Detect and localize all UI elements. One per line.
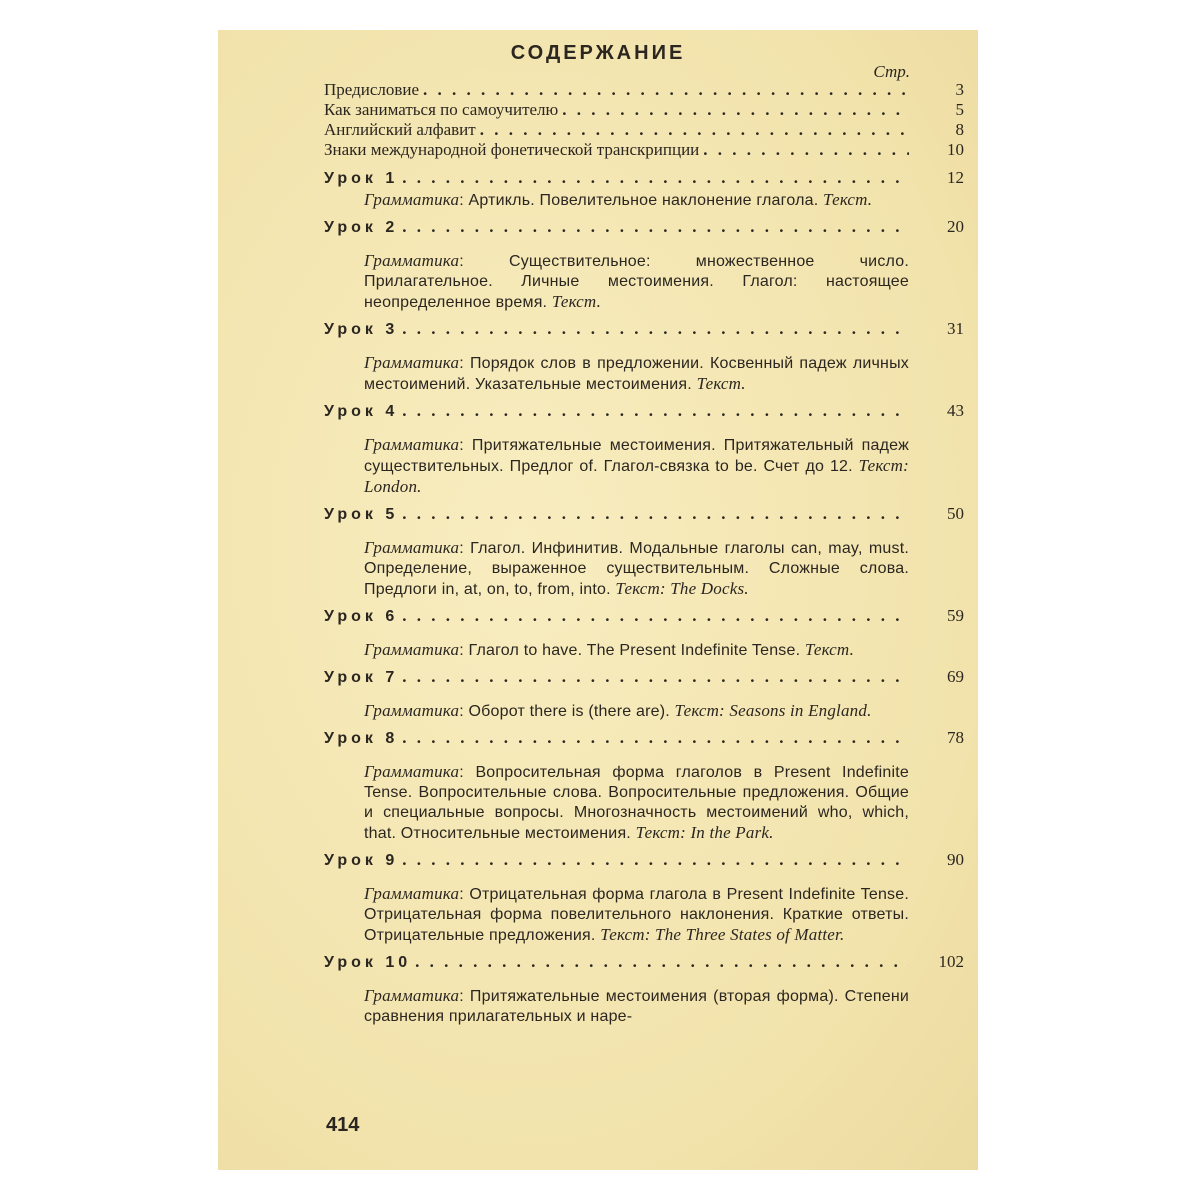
lesson-description: Грамматика: Вопросительная форма глаголов в Present Indefinite Tense. Вопросительные слова. Вопросительные предложения. Общие и специальные вопросы. Многозначность местоимений who, which, that. Относительные местоимения. Текст: In the Park.: [364, 762, 909, 842]
lesson-description: Грамматика: Глагол. Инфинитив. Модальные глаголы can, may, must. Определение, выраженное существительным. Сложные слова. Предлоги in, at, on, to, from, into. Текст: The Docks.: [364, 538, 909, 598]
toc-line: [324, 217, 909, 237]
grammar-label: Грамматика: [364, 435, 460, 454]
toc-line: [324, 100, 909, 120]
entry-page-number: 43: [947, 401, 964, 420]
lesson-title: Урок 3: [324, 321, 399, 338]
grammar-label: Грамматика: [364, 986, 460, 1005]
toc-entry: [324, 401, 964, 421]
toc-line: [324, 140, 909, 160]
entry-page-number: 10: [947, 140, 964, 159]
text-reference: Текст: Seasons in England.: [674, 701, 872, 720]
toc-entry: [324, 728, 964, 748]
toc-line: [324, 401, 909, 421]
toc-line: [324, 728, 909, 748]
toc-entry: [324, 217, 964, 237]
entry-page-number: 12: [947, 168, 964, 187]
grammar-topics: Глагол to have. The Present Indefinite Tense.: [468, 642, 801, 659]
grammar-label: Грамматика: [364, 190, 460, 209]
lesson-entry: [324, 319, 964, 395]
leader-dots: [402, 728, 909, 748]
grammar-topics: Оборот there is (there are).: [468, 703, 670, 720]
toc-line: [324, 952, 909, 972]
entry-page-number: 102: [938, 952, 964, 971]
grammar-label: Грамматика: [364, 762, 460, 781]
toc-line: [324, 504, 909, 524]
leader-dots: [402, 319, 909, 339]
lesson-title: Урок 9: [324, 852, 399, 869]
text-reference: Текст: In the Park.: [635, 823, 774, 842]
grammar-topics: Артикль. Повелительное наклонение глагола.: [468, 192, 819, 209]
text-reference: Текст.: [823, 190, 873, 209]
toc-line: [324, 850, 909, 870]
toc-entry: [324, 120, 964, 140]
leader-dots: [402, 667, 909, 687]
entry-page-number: 31: [947, 319, 964, 338]
toc-line: [324, 80, 909, 100]
toc-entry: [324, 667, 964, 687]
toc-front-matter: [324, 80, 964, 160]
lesson-entry: [324, 728, 964, 844]
grammar-topics: Притяжательные местоимения. Притяжательный падеж существительных. Предлог of. Глагол-связка to be. Счет до 12.: [364, 437, 909, 475]
lesson-title: Урок 7: [324, 669, 399, 686]
entry-title: Предисловие: [324, 80, 420, 99]
lesson-entry: [324, 168, 964, 211]
book-page: [218, 30, 978, 1170]
toc-line: [324, 667, 909, 687]
toc-line: [324, 120, 909, 140]
entry-page-number: 5: [955, 100, 964, 119]
toc-lessons: [324, 168, 964, 1027]
entry-page-number: 8: [955, 120, 964, 139]
entry-page-number: 59: [947, 606, 964, 625]
lesson-description: Грамматика: Притяжательные местоимения (вторая форма). Степени сравнения прилагательных и наре-: [364, 986, 909, 1025]
text-reference: Текст: The Docks.: [615, 579, 749, 598]
lesson-description: Грамматика: Оборот there is (there are). Текст: Seasons in England.: [364, 701, 872, 720]
entry-page-number: 78: [947, 728, 964, 747]
grammar-topics: Глагол. Инфинитив. Модальные глаголы can, may, must. Определение, выраженное существительным. Сложные слова. Предлоги in, at, on, to, from, into.: [364, 540, 909, 598]
text-reference: Текст: London.: [364, 456, 909, 496]
leader-dots: [402, 504, 909, 524]
entry-page-number: 50: [947, 504, 964, 523]
grammar-label: Грамматика: [364, 538, 460, 557]
lesson-title: Урок 10: [324, 954, 412, 971]
leader-dots: [402, 401, 909, 421]
lesson-description: Грамматика: Отрицательная форма глагола в Present Indefinite Tense. Отрицательная форма повелительного наклонения. Краткие ответы. Отрицательные предложения. Текст: The Three States of Matter.: [364, 884, 909, 944]
grammar-topics: Отрицательная форма глагола в Present Indefinite Tense. Отрицательная форма повелительного наклонения. Краткие ответы. Отрицательные предложения.: [364, 886, 909, 944]
toc-entry: [324, 80, 964, 100]
grammar-topics: Порядок слов в предложении. Косвенный падеж личных местоимений. Указательные местоимения.: [364, 355, 909, 393]
lesson-description: Грамматика: Притяжательные местоимения. Притяжательный падеж существительных. Предлог of. Глагол-связка to be. Счет до 12. Текст: London.: [364, 435, 909, 496]
page-number: 414: [326, 1114, 360, 1136]
lesson-entry: [324, 952, 964, 1027]
toc-line: [324, 606, 909, 626]
leader-dots: [402, 217, 909, 237]
lesson-entry: [324, 850, 964, 946]
entry-title: Знаки международной фонетической транскрипции: [324, 140, 700, 159]
lesson-title: Урок 5: [324, 506, 399, 523]
leader-dots: [480, 120, 909, 140]
toc-entry: [324, 850, 964, 870]
toc-entry: [324, 100, 964, 120]
lesson-title: Урок 1: [324, 170, 399, 187]
toc-line: [324, 319, 909, 339]
grammar-topics: Существительное: множественное число. Прилагательное. Личные местоимения. Глагол: настоящее неопределенное время.: [364, 253, 909, 311]
lesson-entry: [324, 667, 964, 722]
leader-dots: [402, 850, 909, 870]
toc-entry: [324, 168, 964, 188]
lesson-title: Урок 6: [324, 608, 399, 625]
page-title: СОДЕРЖАНИЕ: [510, 42, 686, 64]
lesson-description: Грамматика: Артикль. Повелительное наклонение глагола. Текст.: [364, 190, 873, 209]
entry-page-number: 90: [947, 850, 964, 869]
grammar-topics: Притяжательные местоимения (вторая форма). Степени сравнения прилагательных и наре-: [364, 988, 909, 1025]
lesson-description: Грамматика: Порядок слов в предложении. Косвенный падеж личных местоимений. Указательные местоимения. Текст.: [364, 353, 909, 393]
page-column-label: Стр.: [873, 62, 910, 81]
toc-entry: [324, 504, 964, 524]
lesson-entry: [324, 606, 964, 661]
toc: [324, 80, 964, 1027]
lesson-description: Грамматика: Существительное: множественное число. Прилагательное. Личные местоимения. Глагол: настоящее неопределенное время. Текст.: [364, 251, 909, 311]
lesson-entry: [324, 401, 964, 498]
lesson-title: Урок 4: [324, 403, 399, 420]
grammar-label: Грамматика: [364, 251, 460, 270]
toc-entry: [324, 952, 964, 972]
leader-dots: [703, 140, 909, 160]
text-reference: Текст: The Three States of Matter.: [600, 925, 845, 944]
grammar-label: Грамматика: [364, 640, 460, 659]
toc-entry: [324, 319, 964, 339]
toc-entry: [324, 140, 964, 160]
lesson-entry: [324, 504, 964, 600]
toc-entry: [324, 606, 964, 626]
lesson-title: Урок 8: [324, 730, 399, 747]
leader-dots: [402, 606, 909, 626]
leader-dots: [402, 168, 909, 188]
lesson-title: Урок 2: [324, 219, 399, 236]
entry-title: Как заниматься по самоучителю: [324, 100, 559, 119]
grammar-label: Грамматика: [364, 701, 460, 720]
leader-dots: [562, 100, 909, 120]
lesson-entry: [324, 217, 964, 313]
entry-page-number: 20: [947, 217, 964, 236]
grammar-topics: Вопросительная форма глаголов в Present Indefinite Tense. Вопросительные слова. Вопросительные предложения. Общие и специальные вопросы. Многозначность местоимений who, which, that. Относительные местоимения.: [364, 764, 909, 842]
leader-dots: [415, 952, 909, 972]
entry-page-number: 69: [947, 667, 964, 686]
grammar-label: Грамматика: [364, 353, 460, 372]
text-reference: Текст.: [551, 292, 602, 311]
text-reference: Текст.: [804, 640, 855, 659]
grammar-label: Грамматика: [364, 884, 460, 903]
leader-dots: [423, 80, 909, 100]
lesson-description: Грамматика: Глагол to have. The Present Indefinite Tense. Текст.: [364, 640, 855, 659]
toc-line: [324, 168, 909, 188]
text-reference: Текст.: [696, 374, 746, 393]
entry-page-number: 3: [955, 80, 964, 99]
entry-title: Английский алфавит: [324, 120, 476, 139]
